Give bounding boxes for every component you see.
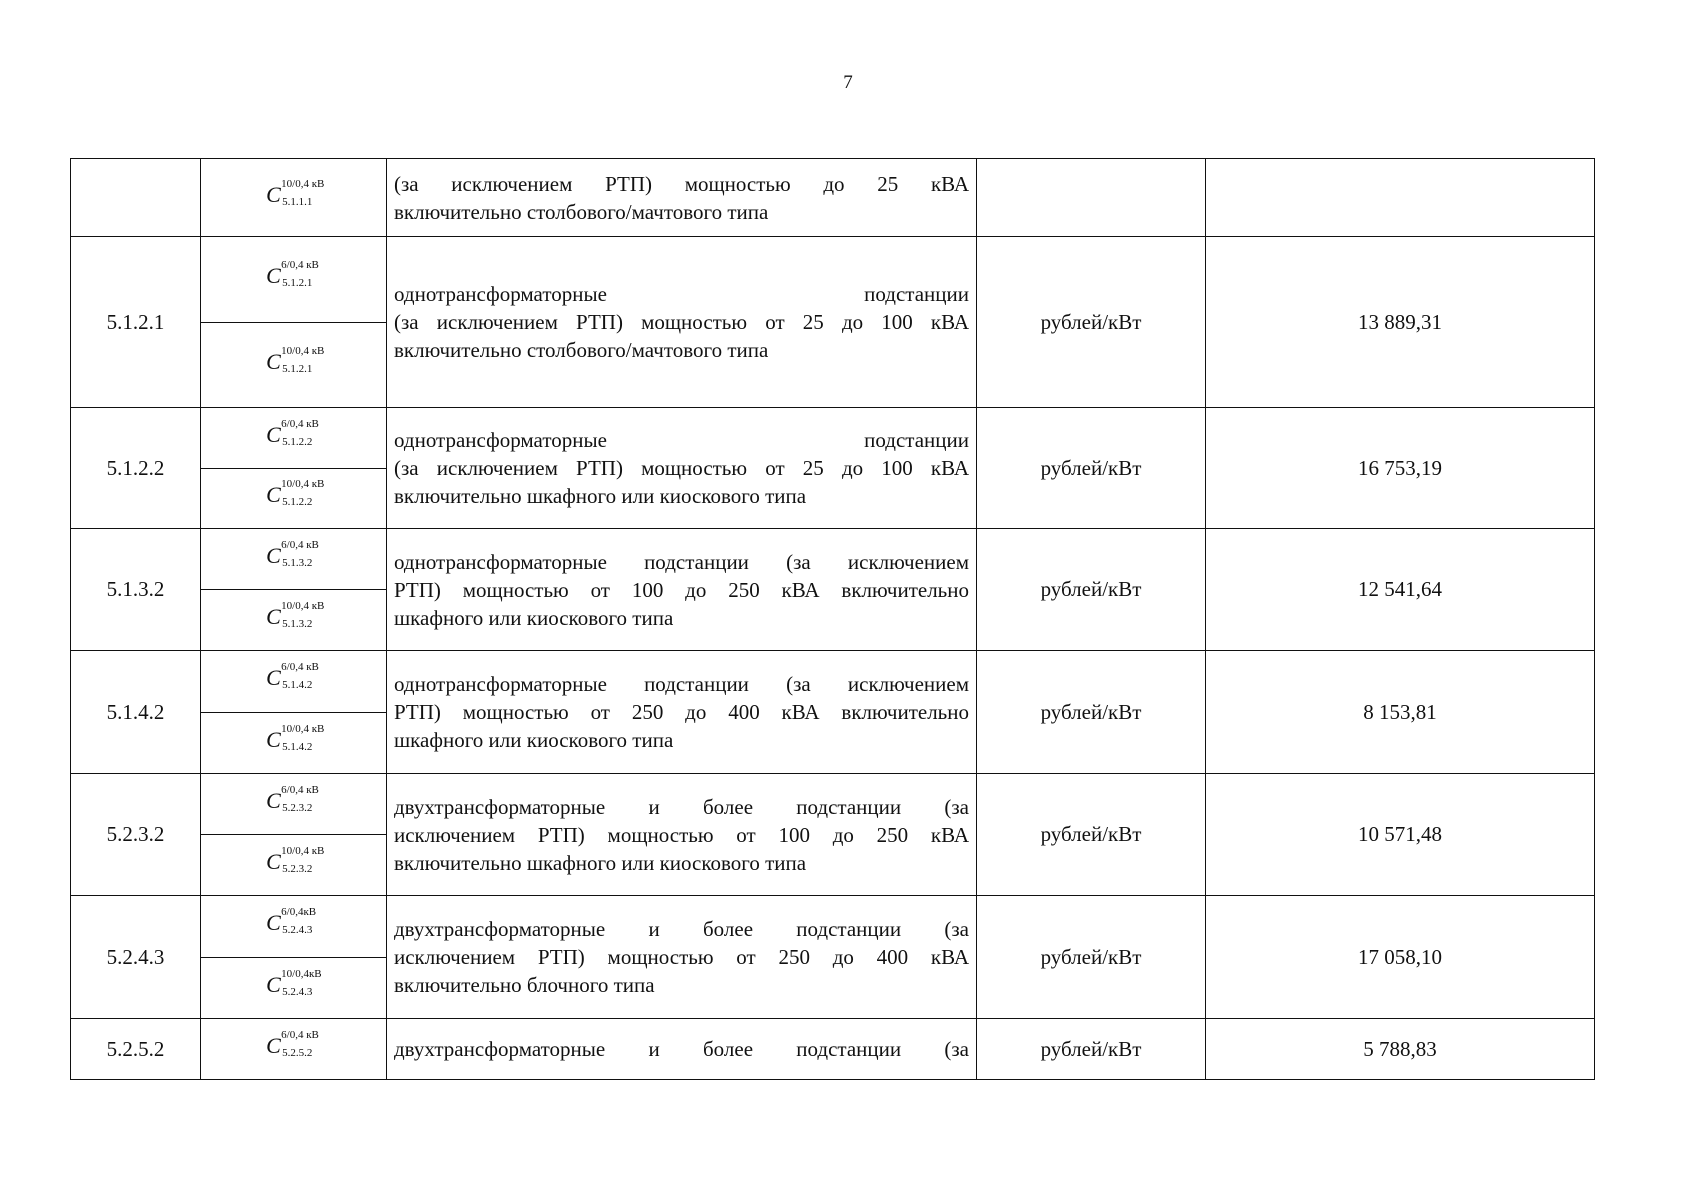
- row-description: [387, 159, 977, 237]
- row-code: [71, 159, 201, 237]
- description-line: исключением РТП) мощностью от 100 до 250 кВА: [394, 822, 969, 847]
- tariff-symbol-index: 5.1.2.1: [282, 277, 313, 290]
- tariff-symbol-base: C: [266, 348, 281, 374]
- tariff-symbol-voltage: 10/0,4 кВ: [281, 722, 325, 735]
- row-description: [387, 408, 977, 529]
- row-description: [387, 651, 977, 774]
- tariff-symbol-index: 5.1.2.2: [282, 496, 313, 509]
- tariff-symbol-index: 5.1.2.2: [282, 435, 313, 448]
- description-line: РТП) мощностью от 250 до 400 кВА включительно: [394, 700, 969, 724]
- row-value: 13 889,31: [1206, 237, 1595, 408]
- tariff-symbol: [266, 906, 321, 940]
- tariff-symbol-index: 5.2.3.2: [282, 802, 313, 814]
- tariff-symbol-base: C: [266, 482, 281, 508]
- description-line: шкафного или киоскового типа: [394, 605, 674, 630]
- tariff-symbol-voltage: 6/0,4кВ: [281, 906, 317, 919]
- table-row: [71, 408, 1595, 469]
- row-description: [387, 237, 977, 408]
- table-row: [71, 159, 1595, 237]
- description-line: двухтрансформаторные и более подстанции (за: [394, 917, 969, 941]
- tariff-symbol-base: C: [266, 726, 281, 752]
- row-code: 5.1.3.2: [71, 529, 201, 651]
- tariff-symbol-voltage: 6/0,4 кВ: [281, 784, 319, 796]
- tariff-symbol-base: C: [266, 971, 281, 997]
- row-symbol-cell: [201, 1019, 387, 1080]
- description-line: шкафного или киоскового типа: [394, 728, 674, 752]
- description-line: двухтрансформаторные и более подстанции (за: [394, 1037, 969, 1061]
- row-unit: рублей/кВт: [977, 408, 1206, 529]
- row-unit: рублей/кВт: [977, 651, 1206, 774]
- page-number: 7: [843, 72, 853, 93]
- description-line: (за исключением РТП) мощностью до 25 кВА: [394, 171, 969, 196]
- tariff-symbol-voltage: 10/0,4 кВ: [281, 177, 325, 190]
- row-symbol-cell: [201, 835, 387, 896]
- description-line: включительно шкафного или киоскового типа: [394, 850, 807, 875]
- row-value: 16 753,19: [1206, 408, 1595, 529]
- row-symbol-cell: [201, 774, 387, 835]
- row-code: 5.1.4.2: [71, 651, 201, 774]
- tariff-symbol: [266, 845, 325, 879]
- tariff-symbol-base: C: [266, 604, 281, 629]
- tariff-symbol-index: 5.2.4.3: [282, 985, 313, 998]
- description-line: однотрансформаторные подстанции (за исключением: [394, 549, 969, 574]
- tariff-symbol-base: C: [266, 421, 281, 447]
- description-line: двухтрансформаторные и более подстанции (за: [394, 794, 969, 819]
- tariff-symbol-base: C: [266, 543, 281, 568]
- tariff-symbol: [266, 344, 325, 379]
- tariff-symbol-voltage: 10/0,4кВ: [281, 967, 322, 980]
- row-description: [387, 1019, 977, 1080]
- tariff-symbol: [266, 600, 325, 634]
- tariff-symbol-voltage: 6/0,4 кВ: [281, 417, 319, 430]
- description-line: исключением РТП) мощностью от 250 до 400 кВА: [394, 945, 969, 969]
- row-symbol-cell: [201, 322, 387, 408]
- tariff-symbol: [266, 478, 325, 512]
- tariff-symbol-voltage: 6/0,4 кВ: [281, 539, 319, 551]
- row-code: 5.1.2.2: [71, 408, 201, 529]
- row-description: [387, 896, 977, 1019]
- tariff-symbol: [266, 259, 321, 293]
- tariff-symbol-voltage: 10/0,4 кВ: [281, 845, 325, 857]
- description-line: включительно столбового/мачтового типа: [394, 199, 769, 224]
- table-row: [71, 237, 1595, 323]
- tariff-symbol-base: C: [266, 181, 281, 207]
- row-symbol-cell: [201, 408, 387, 469]
- tariff-symbol-index: 5.2.5.2: [282, 1047, 313, 1059]
- tariff-table: [70, 158, 1595, 1080]
- row-unit: [977, 159, 1206, 237]
- row-code: 5.2.4.3: [71, 896, 201, 1019]
- table-row: [71, 774, 1595, 835]
- tariff-symbol: [266, 722, 325, 757]
- tariff-symbol-base: C: [266, 1033, 281, 1058]
- description-line: включительно столбового/мачтового типа: [394, 338, 769, 362]
- description-line: однотрансформаторные подстанции: [394, 428, 969, 452]
- tariff-symbol-index: 5.1.3.2: [282, 557, 313, 569]
- row-symbol-cell: [201, 590, 387, 651]
- row-symbol-cell: [201, 957, 387, 1019]
- row-description: [387, 774, 977, 896]
- row-symbol-cell: [201, 712, 387, 774]
- tariff-symbol-index: 5.2.4.3: [282, 924, 313, 937]
- row-code: 5.2.5.2: [71, 1019, 201, 1080]
- tariff-symbol-base: C: [266, 665, 281, 691]
- row-symbol-cell: [201, 896, 387, 958]
- tariff-table-body: [71, 159, 1595, 1080]
- tariff-symbol: [266, 1029, 321, 1063]
- row-unit: рублей/кВт: [977, 237, 1206, 408]
- table-row: [71, 529, 1595, 590]
- row-unit: рублей/кВт: [977, 529, 1206, 651]
- tariff-symbol: [266, 417, 321, 452]
- tariff-symbol-base: C: [266, 788, 281, 813]
- tariff-symbol-index: 5.1.2.1: [282, 362, 313, 375]
- tariff-symbol-voltage: 6/0,4 кВ: [281, 259, 319, 272]
- row-code: 5.1.2.1: [71, 237, 201, 408]
- table-row: [71, 896, 1595, 958]
- description-line: РТП) мощностью от 100 до 250 кВА включительно: [394, 577, 969, 602]
- row-unit: рублей/кВт: [977, 1019, 1206, 1080]
- tariff-symbol-voltage: 10/0,4 кВ: [281, 600, 325, 612]
- description-line: включительно блочного типа: [394, 973, 655, 997]
- row-description: [387, 529, 977, 651]
- row-value: 5 788,83: [1206, 1019, 1595, 1080]
- tariff-symbol: [266, 661, 321, 695]
- tariff-symbol-base: C: [266, 910, 281, 936]
- tariff-symbol-index: 5.1.1.1: [282, 195, 313, 208]
- tariff-symbol: [266, 967, 322, 1002]
- row-symbol-cell: [201, 651, 387, 713]
- row-symbol-cell: [201, 468, 387, 529]
- tariff-symbol-base: C: [266, 849, 281, 874]
- tariff-symbol-index: 5.2.3.2: [282, 863, 313, 875]
- tariff-symbol: [266, 177, 325, 212]
- tariff-symbol-index: 5.1.4.2: [282, 679, 313, 692]
- row-code: 5.2.3.2: [71, 774, 201, 896]
- tariff-symbol-voltage: 6/0,4 кВ: [281, 661, 319, 674]
- table-row: [71, 651, 1595, 713]
- description-line: однотрансформаторные подстанции (за исключением: [394, 672, 969, 696]
- description-line: однотрансформаторные подстанции: [394, 282, 969, 306]
- tariff-symbol-index: 5.1.4.2: [282, 740, 313, 753]
- description-line: (за исключением РТП) мощностью от 25 до 100 кВА: [394, 456, 969, 480]
- row-value: 8 153,81: [1206, 651, 1595, 774]
- tariff-symbol-voltage: 6/0,4 кВ: [281, 1029, 319, 1041]
- row-symbol-cell: [201, 159, 387, 237]
- row-symbol-cell: [201, 529, 387, 590]
- tariff-symbol-voltage: 10/0,4 кВ: [281, 344, 325, 357]
- table-row: [71, 1019, 1595, 1080]
- tariff-symbol-voltage: 10/0,4 кВ: [281, 478, 325, 491]
- row-unit: рублей/кВт: [977, 896, 1206, 1019]
- tariff-symbol: [266, 784, 321, 818]
- row-unit: рублей/кВт: [977, 774, 1206, 896]
- tariff-symbol-base: C: [266, 263, 281, 289]
- tariff-symbol: [266, 539, 321, 573]
- description-line: включительно шкафного или киоскового типа: [394, 484, 807, 508]
- row-value: 17 058,10: [1206, 896, 1595, 1019]
- row-value: 10 571,48: [1206, 774, 1595, 896]
- description-line: (за исключением РТП) мощностью от 25 до 100 кВА: [394, 310, 969, 334]
- row-symbol-cell: [201, 237, 387, 323]
- tariff-symbol-index: 5.1.3.2: [282, 618, 313, 630]
- row-value: 12 541,64: [1206, 529, 1595, 651]
- row-value: [1206, 159, 1595, 237]
